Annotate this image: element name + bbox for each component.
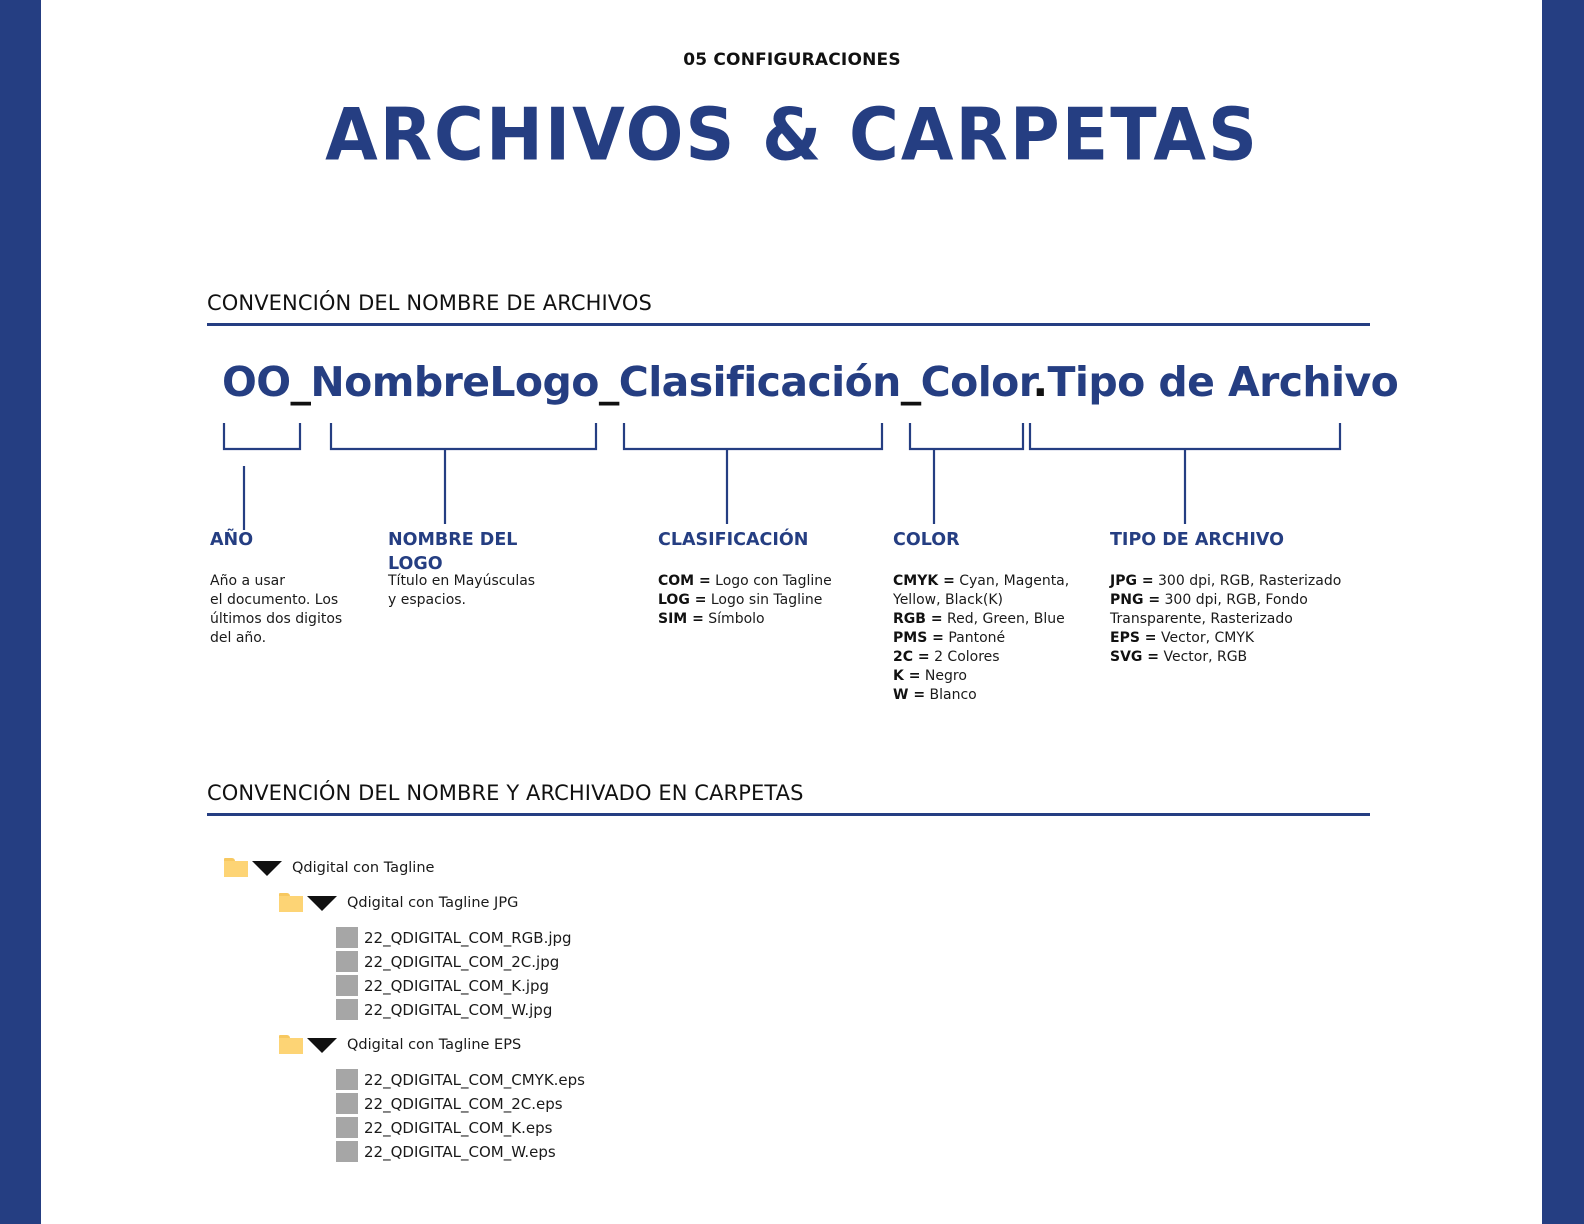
desc-row: LOG = Logo sin Tagline — [658, 592, 823, 608]
file-label: 22_QDIGITAL_COM_2C.eps — [364, 1094, 563, 1113]
folder-label: Qdigital con Tagline EPS — [347, 1036, 522, 1053]
desc-row: SVG = Vector, RGB — [1110, 649, 1248, 665]
tree-file[interactable] — [336, 1069, 585, 1090]
file-icon — [336, 1141, 358, 1162]
tree-folder-eps[interactable] — [279, 1035, 521, 1054]
desc-row: JPG = 300 dpi, RGB, Rasterizado — [1110, 573, 1342, 589]
file-icon — [336, 1117, 358, 1138]
desc-row: Transparente, Rasterizado — [1110, 611, 1293, 627]
file-label: 22_QDIGITAL_COM_RGB.jpg — [364, 928, 572, 947]
folder-icon — [279, 1035, 303, 1054]
tree-file[interactable] — [336, 999, 552, 1020]
desc-line: últimos dos digitos — [210, 611, 343, 627]
naming-pattern — [222, 358, 1398, 412]
file-icon — [336, 999, 358, 1020]
tree-file[interactable] — [336, 975, 549, 996]
pattern-separator: _ — [598, 358, 619, 406]
file-label: 22_QDIGITAL_COM_W.jpg — [364, 1000, 553, 1019]
tree-file[interactable] — [336, 1117, 552, 1138]
desc-row: EPS = Vector, CMYK — [1110, 630, 1255, 646]
folder-naming-heading: CONVENCIÓN DEL NOMBRE Y ARCHIVADO EN CARPETAS — [207, 781, 804, 805]
folder-icon — [279, 893, 303, 912]
bracket-filetype — [1030, 423, 1340, 449]
desc-row: 2C = 2 Colores — [893, 649, 1000, 665]
left-border-bar — [0, 0, 41, 1224]
folder-icon — [224, 858, 248, 877]
desc-row: COM = Logo con Tagline — [658, 573, 832, 589]
bracket-color — [910, 423, 1023, 449]
color-column — [893, 528, 1069, 705]
name-column — [388, 528, 535, 610]
tree-folder-jpg[interactable] — [279, 893, 518, 912]
pattern-separator: _ — [900, 358, 921, 406]
desc-row: Yellow, Black(K) — [893, 592, 1003, 608]
desc-row: W = Blanco — [893, 687, 977, 703]
file-naming-heading: CONVENCIÓN DEL NOMBRE DE ARCHIVOS — [207, 291, 652, 315]
folder-label: Qdigital con Tagline JPG — [347, 894, 519, 911]
tree-file[interactable] — [336, 927, 572, 948]
tree-file[interactable] — [336, 1141, 556, 1162]
desc-row: SIM = Símbolo — [658, 611, 765, 627]
pattern-color: Color — [920, 358, 1033, 406]
year-description — [210, 572, 342, 648]
file-label: 22_QDIGITAL_COM_W.eps — [364, 1142, 556, 1161]
folder-label: Qdigital con Tagline — [292, 859, 435, 876]
file-icon — [336, 975, 358, 996]
pattern-separator: _ — [290, 358, 311, 406]
desc-row: PNG = 300 dpi, RGB, Fondo — [1110, 592, 1308, 608]
tree-file[interactable] — [336, 1093, 563, 1114]
filetype-column — [1110, 528, 1341, 667]
pattern-classification: Clasificación — [618, 358, 901, 406]
desc-line: el documento. Los — [210, 592, 339, 608]
bracket-classification — [624, 423, 882, 449]
year-column — [210, 528, 342, 648]
pattern-dot: . — [1032, 358, 1048, 406]
section-tag: 05 CONFIGURACIONES — [683, 50, 901, 70]
color-title: COLOR — [893, 530, 960, 550]
classification-column — [658, 528, 832, 629]
filetype-description — [1110, 572, 1341, 667]
file-icon — [336, 1069, 358, 1090]
desc-line: y espacios. — [388, 592, 467, 608]
file-icon — [336, 951, 358, 972]
desc-row: CMYK = Cyan, Magenta, — [893, 573, 1070, 589]
pattern-filetype: Tipo de Archivo — [1047, 358, 1399, 406]
caret-down-icon[interactable] — [252, 861, 282, 876]
classification-title: CLASIFICACIÓN — [658, 530, 809, 550]
desc-line: del año. — [210, 630, 267, 646]
folder-naming-divider — [207, 813, 1370, 816]
desc-row: RGB = Red, Green, Blue — [893, 611, 1065, 627]
file-icon — [336, 1093, 358, 1114]
color-description — [893, 572, 1069, 705]
year-title: AÑO — [210, 530, 254, 550]
classification-description — [658, 572, 832, 629]
file-label: 22_QDIGITAL_COM_K.jpg — [364, 976, 550, 995]
file-label: 22_QDIGITAL_COM_2C.jpg — [364, 952, 560, 971]
right-border-bar — [1542, 0, 1584, 1224]
name-description — [388, 572, 535, 610]
desc-line: Título en Mayúsculas — [388, 573, 536, 589]
tree-file[interactable] — [336, 951, 559, 972]
desc-row: PMS = Pantoné — [893, 630, 1006, 646]
file-icon — [336, 927, 358, 948]
desc-row: K = Negro — [893, 668, 967, 684]
bracket-name — [331, 423, 596, 449]
page-title: ARCHIVOS & CARPETAS — [325, 93, 1259, 178]
file-label: 22_QDIGITAL_COM_K.eps — [364, 1118, 553, 1137]
pattern-name: NombreLogo — [310, 358, 599, 406]
file-label: 22_QDIGITAL_COM_CMYK.eps — [364, 1070, 586, 1089]
filetype-title: TIPO DE ARCHIVO — [1110, 530, 1284, 550]
caret-down-icon[interactable] — [307, 896, 337, 911]
file-naming-divider — [207, 323, 1370, 326]
pattern-year: OO — [222, 358, 291, 406]
name-title: NOMBRE DEL LOGO — [388, 530, 518, 574]
bracket-year — [224, 423, 300, 449]
caret-down-icon[interactable] — [307, 1038, 337, 1053]
desc-line: Año a usar — [210, 573, 285, 589]
tree-folder-root[interactable] — [224, 858, 434, 877]
